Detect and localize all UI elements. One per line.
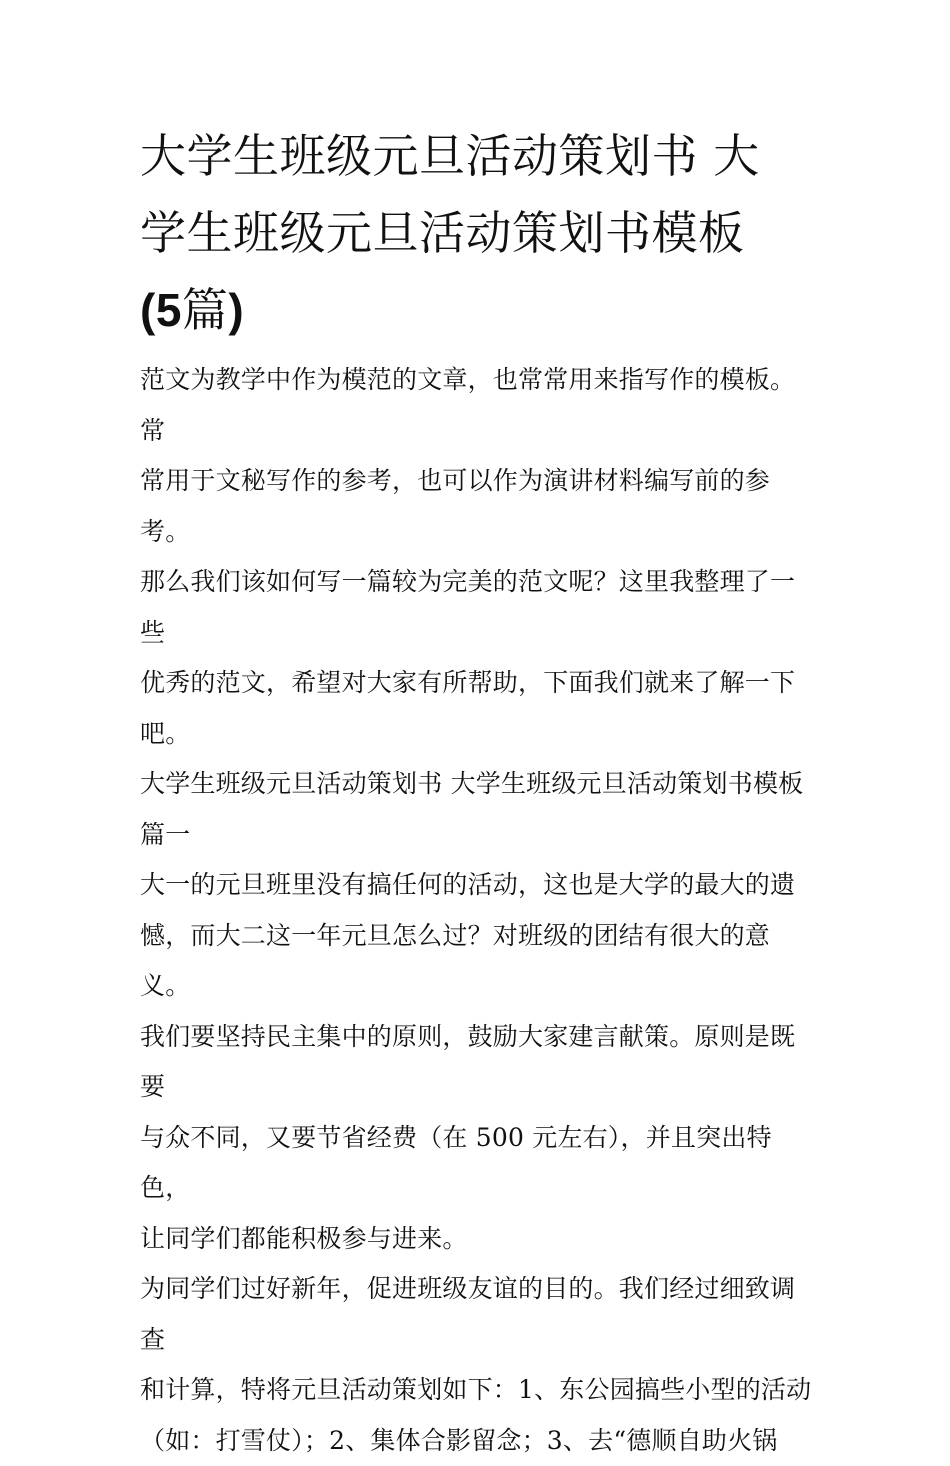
document-title bbox=[140, 118, 820, 349]
text-line: 范文为教学中作为模范的文章，也常常用来指写作的模板。常 bbox=[140, 355, 820, 456]
title-count-number: (5 bbox=[140, 284, 182, 336]
text-line: 我们要坚持民主集中的原则，鼓励大家建言献策。原则是既要 bbox=[140, 1012, 820, 1113]
text-line: 吧。 bbox=[140, 709, 820, 760]
text-line: 那么我们该如何写一篇较为完美的范文呢？这里我整理了一些 bbox=[140, 557, 820, 658]
text-line: 优秀的范文，希望对大家有所帮助，下面我们就来了解一下 bbox=[140, 658, 820, 709]
text-line: 与众不同，又要节省经费（在 500 元左右），并且突出特色， bbox=[140, 1113, 820, 1214]
text-line: 让同学们都能积极参与进来。 bbox=[140, 1214, 820, 1265]
text-line: 为同学们过好新年，促进班级友谊的目的。我们经过细致调查 bbox=[140, 1264, 820, 1365]
body-paragraph-1 bbox=[140, 860, 820, 1264]
text-line: 篇一 bbox=[140, 810, 820, 861]
intro-paragraph bbox=[140, 355, 820, 759]
title-line-1: 大学生班级元旦活动策划书 大 bbox=[140, 118, 820, 195]
document-page bbox=[140, 118, 820, 1466]
body-paragraph-2 bbox=[140, 1264, 820, 1466]
title-count-unit: 篇 bbox=[182, 283, 229, 337]
text-line: 大一的元旦班里没有搞任何的活动，这也是大学的最大的遗 bbox=[140, 860, 820, 911]
text-line: 和计算，特将元旦活动策划如下：1、东公园搞些小型的活动 bbox=[140, 1365, 820, 1416]
title-line-2: 学生班级元旦活动策划书模板 bbox=[140, 195, 820, 272]
text-line: 大学生班级元旦活动策划书 大学生班级元旦活动策划书模板 bbox=[140, 759, 820, 810]
title-count-close: ) bbox=[228, 284, 244, 336]
text-line: 憾，而大二这一年元旦怎么过？对班级的团结有很大的意义。 bbox=[140, 911, 820, 1012]
text-line: 常用于文秘写作的参考，也可以作为演讲材料编写前的参考。 bbox=[140, 456, 820, 557]
text-line: （如：打雪仗）；2、集体合影留念；3、去“德顺自助火锅 bbox=[140, 1416, 820, 1466]
section-heading-paragraph bbox=[140, 759, 820, 860]
title-line-3 bbox=[140, 272, 820, 349]
